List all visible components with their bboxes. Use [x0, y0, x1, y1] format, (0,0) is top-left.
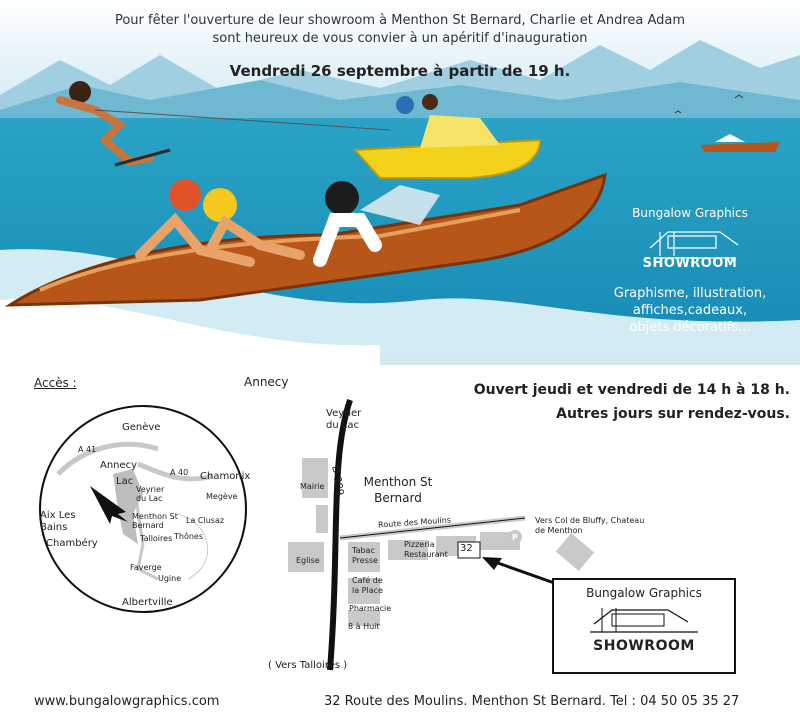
parking-icon: P [512, 533, 518, 542]
region-label-la-clusaz: La Clusaz [186, 516, 225, 525]
invitation-line-2: sont heureux de vous convier à un apéritif d'inauguration [212, 31, 588, 46]
local-label-cafe: Café de la Place [352, 576, 383, 595]
region-label-ugine: Ugine [158, 574, 182, 583]
local-label-road: D 909 [329, 465, 346, 497]
region-label-menthon: Menthon St Bernard [132, 512, 178, 530]
region-label-faverge: Faverge [130, 563, 162, 572]
bungalow-box-icon [584, 602, 704, 636]
brand-name: Bungalow Graphics [632, 206, 748, 220]
local-label-pharmacie: Pharmacie [349, 604, 392, 613]
local-label-annecy: Annecy [244, 375, 289, 389]
showroom-box [552, 578, 736, 674]
local-label-veyrier: Veyrier du Lac [326, 408, 362, 431]
invitation-line-1: Pour fêter l'ouverture de leur showroom à Menthon St Bernard, Charlie et Andrea Adam [114, 13, 686, 28]
service-line-3: objets décoratifs... [629, 320, 751, 335]
local-label-pizzeria: Pizzeria Restaurant [404, 540, 448, 559]
hours-line-1: Ouvert jeudi et vendredi de 14 h à 18 h. [473, 382, 790, 398]
local-label-mairie: Mairie [300, 482, 325, 491]
region-label-lac: Lac [116, 476, 134, 487]
local-label-route: Route des Moulins [377, 515, 452, 530]
region-label-veyrier: Veyrier du Lac [136, 485, 165, 503]
hours-line-2: Autres jours sur rendez-vous. [556, 406, 790, 422]
address-phone: 32 Route des Moulins. Menthon St Bernard. Tel : 04 50 05 35 27 [324, 694, 740, 709]
region-label-aix: Aix Les Bains [40, 510, 76, 533]
local-label-eglise: Eglise [296, 556, 320, 565]
region-label-a40: A 40 [170, 468, 189, 477]
region-label-megeve: Megève [206, 492, 238, 501]
brand-showroom: SHOWROOM [642, 256, 738, 271]
local-label-col: Vers Col de Bluffy, Chateau de Menthon [535, 516, 645, 535]
region-label-albertville: Albertville [122, 597, 173, 608]
local-label-town: Menthon St Bernard [363, 475, 433, 505]
box-showroom: SHOWROOM [593, 638, 695, 654]
local-label-huit: 8 à Huit [348, 622, 380, 631]
region-label-chamonix: Chamonix [200, 471, 251, 482]
access-label: Accès : [34, 376, 77, 390]
local-label-tabac: Tabac Presse [352, 546, 378, 565]
service-line-1: Graphisme, illustration, [613, 286, 767, 301]
service-line-2: affiches,cadeaux, [632, 303, 748, 318]
local-label-number: 32 [460, 543, 473, 554]
local-label-south: ( Vers Talloires ) [268, 660, 348, 671]
region-label-talloires: Talloires [140, 534, 173, 543]
region-map [38, 404, 251, 614]
event-date: Vendredi 26 septembre à partir de 19 h. [229, 62, 571, 80]
region-label-thones: Thônes [174, 532, 204, 541]
brand-block [590, 206, 790, 336]
website-link[interactable]: www.bungalowgraphics.com [34, 694, 220, 709]
box-brand-name: Bungalow Graphics [586, 586, 702, 600]
region-label-chambery: Chambéry [46, 538, 98, 549]
region-label-a41: A 41 [78, 445, 97, 454]
region-label-annecy: Annecy [100, 460, 138, 471]
region-label-geneve: Genève [122, 422, 161, 433]
